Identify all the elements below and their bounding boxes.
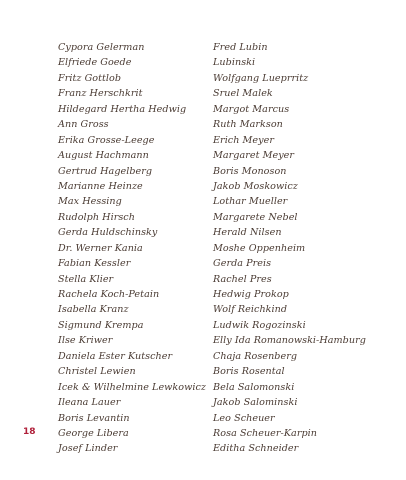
name-entry: Leo Scheuer <box>213 412 275 424</box>
name-entry: Bela Salomonski <box>213 381 295 393</box>
name-entry: Lothar Mueller <box>213 196 288 208</box>
name-entry: Gerda Huldschinsky <box>58 227 158 239</box>
name-entry: Wolfgang Lueprritz <box>213 72 309 84</box>
name-entry: Franz Herschkrit <box>58 88 143 100</box>
name-entry: Elly Ida Romanowski-Hamburg <box>213 335 366 347</box>
page-number: 18 <box>23 427 36 437</box>
name-entry: Sruel Malek <box>213 88 273 100</box>
name-entry: Christel Lewien <box>58 366 136 378</box>
name-entry: Erika Grosse-Leege <box>58 134 155 146</box>
name-entry: Ileana Lauer <box>58 397 121 409</box>
name-entry: Isabella Kranz <box>58 304 129 316</box>
name-entry: Margarete Nebel <box>213 211 298 223</box>
name-entry: Max Hessing <box>58 196 122 208</box>
names-column-right <box>213 40 403 457</box>
name-entry: Boris Monoson <box>213 165 287 177</box>
name-entry: Herald Nilsen <box>213 227 282 239</box>
name-entry: Margaret Meyer <box>213 150 295 162</box>
name-entry: Josef Linder <box>58 443 118 455</box>
name-entry: Gerda Preis <box>213 258 272 270</box>
name-entry: Chaja Rosenberg <box>213 350 298 362</box>
name-entry: Hedwig Prokop <box>213 289 289 300</box>
name-entry: Moshe Oppenheim <box>213 242 306 254</box>
name-entry: Fabian Kessler <box>58 258 131 270</box>
name-entry: Margot Marcus <box>213 103 290 115</box>
name-entry: Dr. Werner Kania <box>58 242 143 254</box>
names-column-left <box>58 40 208 457</box>
name-entry: Daniela Ester Kutscher <box>58 350 173 362</box>
name-entry: Ann Gross <box>58 119 109 131</box>
name-entry: Ruth Markson <box>213 119 283 131</box>
name-entry: Icek & Wilhelmine Lewkowicz <box>58 381 207 393</box>
name-entry: Boris Levantin <box>58 412 130 424</box>
name-entry: Sigmund Krempa <box>58 319 144 331</box>
name-entry: Rachela Koch-Petain <box>58 289 160 300</box>
name-entry: Elfriede Goede <box>58 57 132 69</box>
name-entry: Hildegard Hertha Hedwig <box>58 103 187 115</box>
name-entry: Stella Klier <box>58 273 114 285</box>
name-entry: Rudolph Hirsch <box>58 211 135 223</box>
name-entry: Wolf Reichkind <box>213 304 288 316</box>
name-entry: August Hachmann <box>58 150 149 162</box>
name-entry: Ilse Kriwer <box>58 335 113 347</box>
name-entry: George Libera <box>58 427 129 439</box>
name-entry: Boris Rosental <box>213 366 285 378</box>
name-entry: Fred Lubin <box>213 42 268 53</box>
name-entry: Editha Schneider <box>213 443 299 455</box>
name-entry: Lubinski <box>213 57 256 69</box>
name-entry: Fritz Gottlob <box>58 72 122 84</box>
name-entry: Erich Meyer <box>213 134 274 146</box>
name-entry: Ludwik Rogozinski <box>213 319 306 331</box>
name-entry: Jakob Moskowicz <box>213 180 298 192</box>
name-entry: Gertrud Hagelberg <box>58 165 153 177</box>
name-entry: Rachel Pres <box>213 273 272 285</box>
name-entry: Jakob Salominski <box>213 397 298 409</box>
name-entry: Marianne Heinze <box>58 180 143 192</box>
name-entry: Cypora Gelerman <box>58 42 145 53</box>
name-entry: Rosa Scheuer-Karpin <box>213 427 317 439</box>
